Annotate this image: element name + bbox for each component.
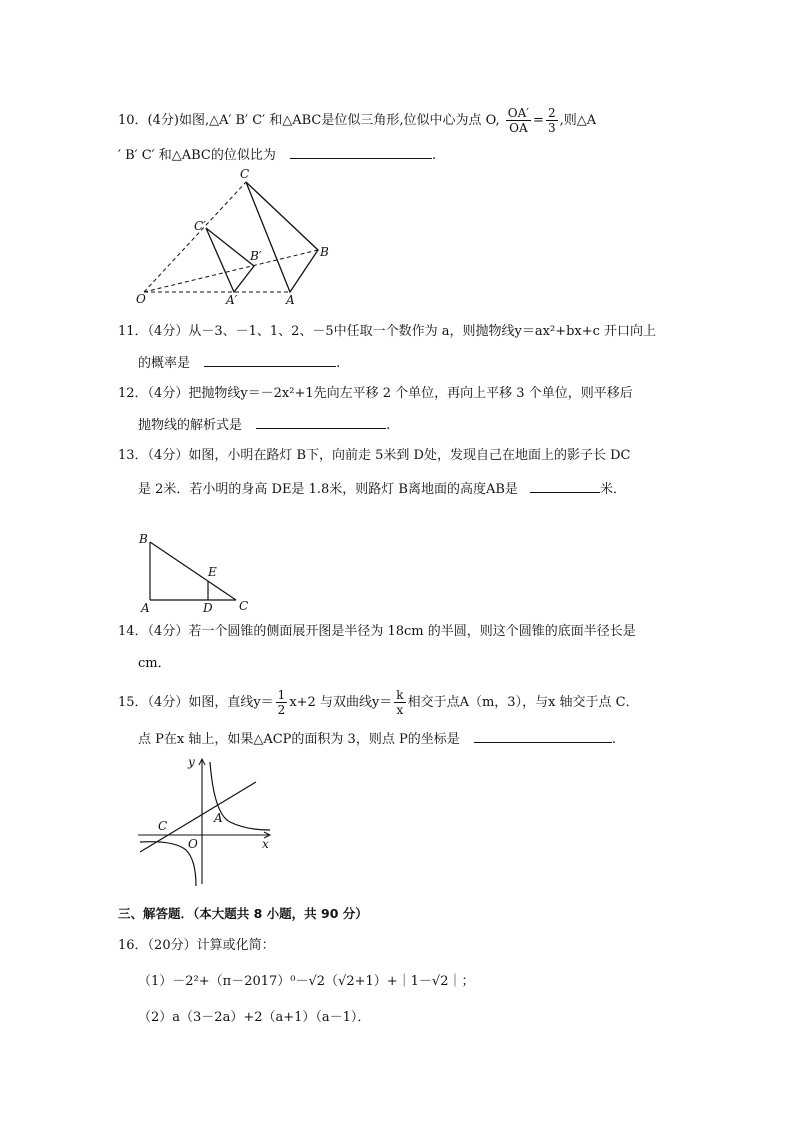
q15-label-A: A bbox=[214, 811, 223, 825]
q10-label-A: A bbox=[286, 293, 295, 307]
q10-answer-blank[interactable] bbox=[290, 144, 432, 159]
q10-period: . bbox=[432, 148, 437, 163]
section-3-heading: 三、解答题．（本大题共 8 小题，共 90 分） bbox=[118, 906, 368, 921]
q13-unit: 米． bbox=[600, 482, 627, 497]
q16-title: 16．（20分）计算或化简： bbox=[118, 938, 275, 953]
q15-label-O: O bbox=[188, 837, 198, 851]
q15-x-denominator: x bbox=[396, 703, 404, 717]
q12-answer-blank[interactable] bbox=[256, 414, 386, 429]
q11-answer-blank[interactable] bbox=[204, 352, 336, 367]
q15-half-numerator: 1 bbox=[277, 688, 286, 702]
q15-k-numerator: k bbox=[396, 688, 404, 702]
q14-line2: cm． bbox=[138, 656, 171, 671]
q10-label-B: B bbox=[320, 245, 329, 259]
q11-line1: 11．（4分）从－3、－1、1、2、－5中任取一个数作为 a，则抛物线y＝ax²+bx+c 开口向上 bbox=[118, 324, 657, 339]
q10-label-B-prime: B′ bbox=[250, 249, 262, 263]
q15-label-C: C bbox=[158, 819, 168, 833]
q10-line2 bbox=[118, 144, 436, 166]
q11-period: . bbox=[336, 356, 341, 371]
q15-text-b: x+2 与双曲线y＝ bbox=[289, 695, 393, 710]
q15-label-y: y bbox=[188, 755, 195, 769]
q14-line1: 14．（4分）若一个圆锥的侧面展开图是半径为 18cm 的半圆，则这个圆锥的底面半径长是 bbox=[118, 624, 636, 639]
q12-line1: 12．（4分）把抛物线y＝－2x²+1先向左平移 2 个单位，再向上平移 3 个单位，则平移后 bbox=[118, 386, 633, 401]
q10-homothety-figure bbox=[130, 167, 340, 310]
q16-part2: （2）a（3－2a）+2（a+1）（a－1）． bbox=[138, 1010, 371, 1025]
q13-label-E: E bbox=[208, 565, 217, 579]
q10-label-C-prime: C′ bbox=[194, 219, 206, 233]
q10-value-fraction bbox=[546, 106, 558, 135]
q15-line1 bbox=[118, 688, 639, 717]
q10-value-numerator: 2 bbox=[547, 106, 556, 120]
q15-text-a: 15．（4分）如图，直线y＝ bbox=[118, 695, 274, 710]
q15-line2 bbox=[138, 728, 616, 750]
q16-part1: （1）－2²+（π－2017）⁰－√2（√2+1）+｜1－√2｜； bbox=[138, 974, 475, 989]
q12-line2 bbox=[138, 414, 390, 436]
q13-line2 bbox=[138, 478, 626, 500]
q15-period: . bbox=[611, 732, 616, 747]
q10-label-C: C bbox=[240, 167, 250, 181]
q15-half-denominator: 2 bbox=[277, 703, 286, 717]
q15-half-fraction bbox=[276, 688, 288, 717]
q13-text: 是 2米．若小明的身高 DE是 1.8米，则路灯 B离地面的高度AB是 bbox=[138, 482, 518, 497]
q10-text-c: ′ B′ C′ 和△ABC的位似比为 bbox=[118, 148, 276, 163]
q15-coordinate-figure bbox=[134, 754, 276, 890]
q12-text: 抛物线的解析式是 bbox=[138, 418, 243, 433]
q10-ratio-fraction bbox=[506, 106, 531, 135]
q13-lamp-figure bbox=[136, 530, 254, 614]
q10-text-b: ,则△A bbox=[559, 113, 597, 128]
q10-label-A-prime: A′ bbox=[226, 293, 238, 307]
q15-label-x: x bbox=[262, 837, 269, 851]
q10-value-denominator: 3 bbox=[547, 121, 556, 135]
q13-answer-blank[interactable] bbox=[530, 478, 600, 493]
q15-text-c: 相交于点A（m，3），与x 轴交于点 C． bbox=[407, 695, 639, 710]
q15-text-d: 点 P在x 轴上，如果△ACP的面积为 3，则点 P的坐标是 bbox=[138, 732, 460, 747]
q13-label-C: C bbox=[239, 599, 249, 613]
q13-label-B: B bbox=[139, 532, 148, 546]
q10-line1 bbox=[118, 106, 596, 135]
q15-k-over-x-fraction bbox=[394, 688, 405, 717]
q10-ratio-denominator: OA bbox=[509, 121, 528, 135]
q10-equals: = bbox=[533, 113, 544, 128]
q13-label-D: D bbox=[203, 601, 213, 615]
q15-answer-blank[interactable] bbox=[474, 728, 612, 743]
q12-period: . bbox=[386, 418, 391, 433]
q10-ratio-numerator: OA′ bbox=[507, 106, 530, 120]
q13-label-A: A bbox=[141, 601, 150, 615]
q11-line2 bbox=[138, 352, 340, 374]
q10-text-a: 10．(4分)如图,△A′ B′ C′ 和△ABC是位似三角形,位似中心为点 O, bbox=[118, 113, 500, 128]
q10-label-O: O bbox=[136, 292, 146, 306]
q11-text: 的概率是 bbox=[138, 356, 191, 371]
q13-line1: 13．（4分）如图，小明在路灯 B下，向前走 5米到 D处，发现自己在地面上的影子长 DC bbox=[118, 448, 631, 463]
